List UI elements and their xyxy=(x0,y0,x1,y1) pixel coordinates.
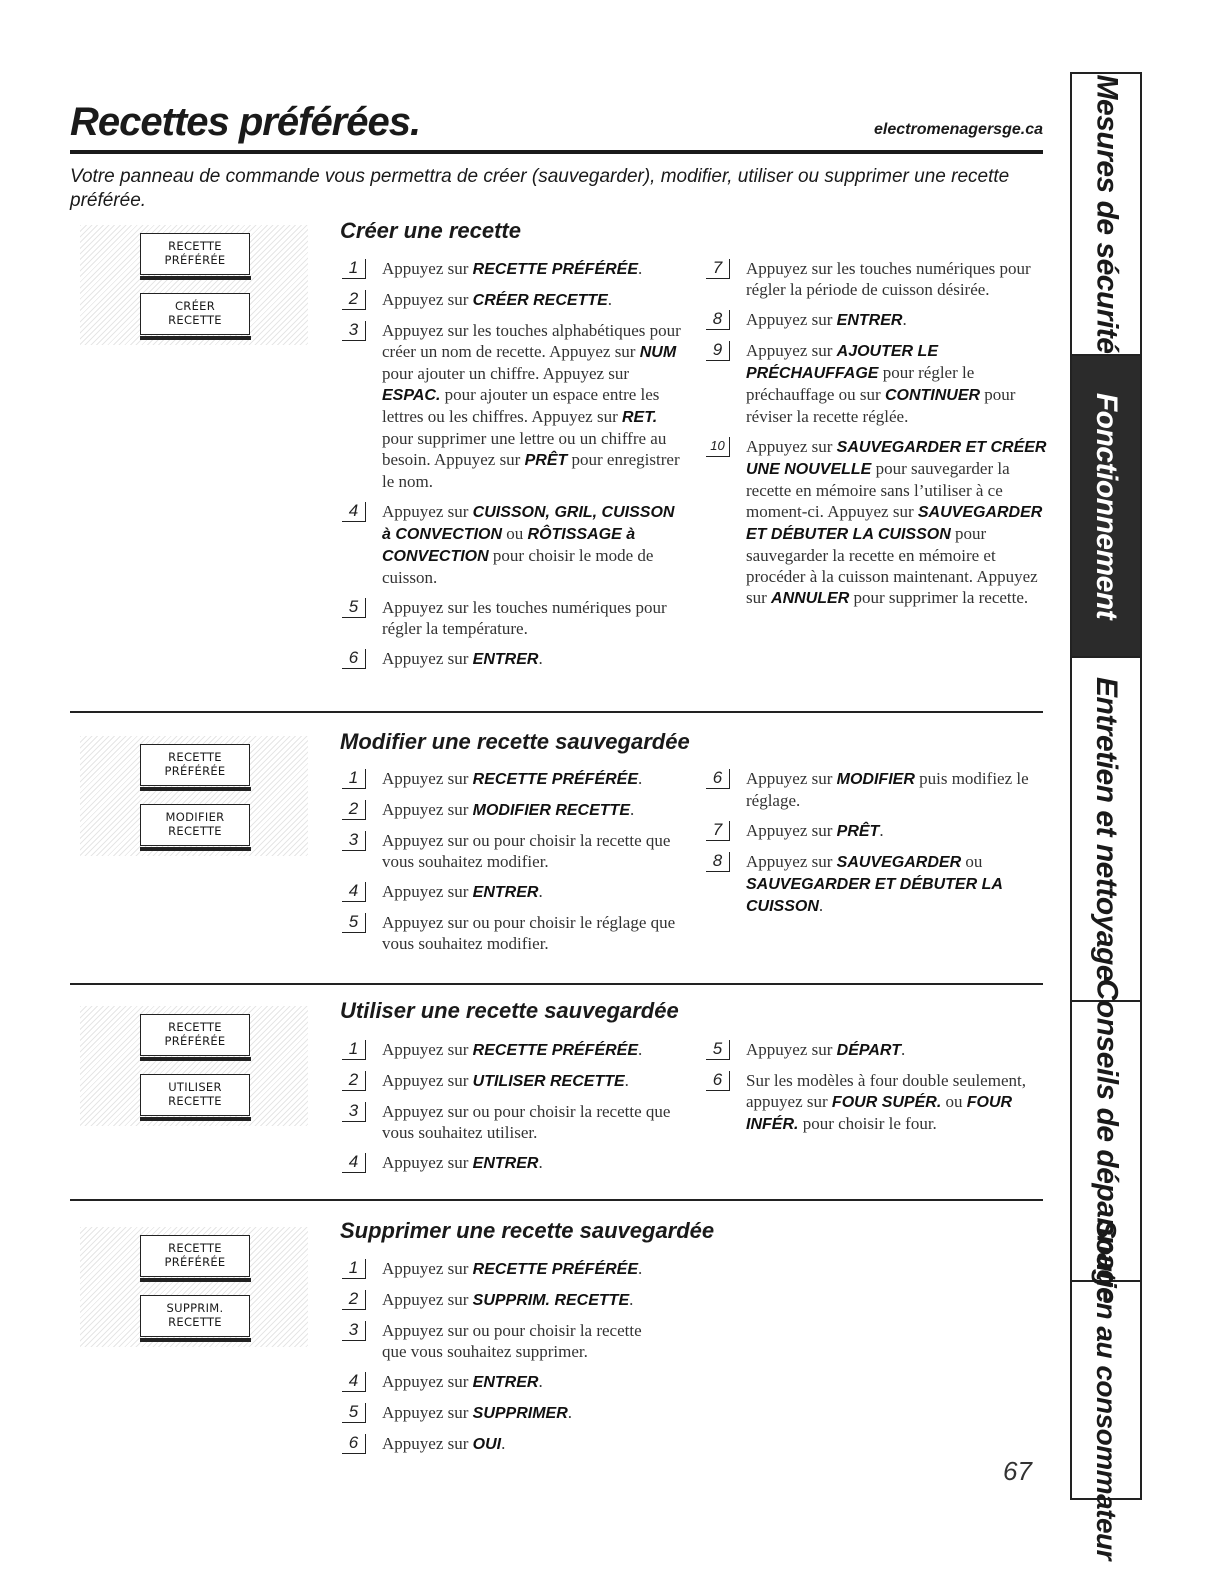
step-text: . xyxy=(879,821,884,840)
control-keyword: SUPPRIMER xyxy=(472,1405,568,1422)
control-keyword: ENTRER xyxy=(472,1155,539,1172)
step-item xyxy=(342,881,682,903)
steps-creer-col1 xyxy=(342,258,682,679)
key-recette-preferee: RECETTE PRÉFÉRÉE xyxy=(140,744,250,786)
step-text: . xyxy=(638,259,643,278)
steps-modifier-col2 xyxy=(706,768,1051,926)
section-heading-creer: Créer une recette xyxy=(340,218,521,243)
step-number: 1 xyxy=(342,1040,366,1060)
step-text: Appuyez sur xyxy=(382,1290,473,1309)
step-text: Appuyez sur xyxy=(382,1403,473,1422)
step-item xyxy=(342,1070,682,1092)
control-keyword: CUISSON, GRIL, CUISSON à CONVECTION xyxy=(382,504,675,543)
step-number: 10 xyxy=(706,437,730,457)
step-item xyxy=(342,1258,662,1280)
step-number: 5 xyxy=(706,1040,730,1060)
step-item xyxy=(706,1039,1051,1061)
step-text: Appuyez sur xyxy=(382,1040,473,1059)
section-divider xyxy=(70,711,1043,713)
step-number: 2 xyxy=(342,290,366,310)
section-heading-supprimer: Supprimer une recette sauvegardée xyxy=(340,1218,715,1243)
step-text: Appuyez sur xyxy=(746,852,837,871)
key-utiliser-recette: UTILISER RECETTE xyxy=(140,1074,250,1116)
step-number: 1 xyxy=(342,769,366,789)
control-keyword: RET. xyxy=(621,409,658,426)
step-text: . xyxy=(638,1259,643,1278)
step-number: 6 xyxy=(342,649,366,669)
control-keyword: ENTRER xyxy=(472,651,539,668)
control-keyword: RÔTISSAGE à CONVECTION xyxy=(382,526,636,565)
step-text: . xyxy=(902,310,907,329)
tab-fonctionnement[interactable]: Fonctionnement xyxy=(1072,356,1140,658)
step-item xyxy=(342,799,682,821)
step-text: Appuyez sur xyxy=(382,649,473,668)
step-text: pour supprimer la recette. xyxy=(849,588,1029,607)
step-text: Appuyez sur xyxy=(746,769,837,788)
website-url: electromenagersge.ca xyxy=(874,121,1043,138)
step-text: . xyxy=(900,1040,906,1059)
keypad-utiliser-illustration xyxy=(80,1006,308,1126)
step-text: . xyxy=(501,1434,506,1453)
step-item xyxy=(342,768,682,790)
step-text: Appuyez sur xyxy=(382,1259,473,1278)
step-number: 5 xyxy=(342,1403,366,1423)
step-text: Appuyez sur xyxy=(382,502,473,521)
tab-conseils-de-depannage[interactable]: Conseils de dépannage xyxy=(1072,1002,1140,1282)
key-recette-preferee: RECETTE PRÉFÉRÉE xyxy=(140,1235,250,1277)
step-text: pour ajouter un chiffre. Appuyez sur xyxy=(382,364,630,383)
step-text: pour enregistrer le nom. xyxy=(382,450,680,491)
section-heading-utiliser: Utiliser une recette sauvegardée xyxy=(340,998,679,1023)
key-creer-recette: CRÉER RECETTE xyxy=(140,293,250,335)
step-number: 8 xyxy=(706,852,730,872)
step-item xyxy=(706,1070,1051,1135)
step-item xyxy=(342,648,682,670)
step-text: . xyxy=(629,1290,634,1309)
section-divider xyxy=(70,983,1043,985)
control-keyword: ESPAC. xyxy=(382,387,441,404)
step-item xyxy=(706,309,1051,331)
control-keyword: PRÊT xyxy=(836,823,880,840)
step-item xyxy=(342,289,682,311)
step-text: Appuyez sur xyxy=(382,1372,473,1391)
step-item xyxy=(342,597,682,639)
step-text: Appuyez sur les touches numériques pour régler la période de cuisson désirée. xyxy=(746,259,1031,299)
step-item xyxy=(342,501,682,588)
step-text: Appuyez sur xyxy=(382,882,473,901)
step-text: pour sauvegarder la recette en mémoire sans l’utiliser à ce moment-ci. Appuyez sur xyxy=(746,459,1010,521)
control-keyword: ENTRER xyxy=(472,884,539,901)
step-item xyxy=(342,1433,662,1455)
step-text: Appuyez sur xyxy=(382,290,473,309)
control-keyword: OUI xyxy=(472,1436,502,1453)
step-text: pour choisir le four. xyxy=(798,1114,937,1133)
step-text: Appuyez sur xyxy=(382,1071,473,1090)
control-keyword: SAUVEGARDER ET DÉBUTER LA CUISSON xyxy=(746,876,1003,915)
step-item xyxy=(342,912,682,954)
step-text: Appuyez sur ou pour choisir la recette que vous souhaitez utiliser. xyxy=(382,1102,671,1142)
step-text: ou xyxy=(502,524,528,543)
step-text: Appuyez sur les touches numériques pour régler la température. xyxy=(382,598,667,638)
control-keyword: ENTRER xyxy=(472,1374,539,1391)
control-keyword: RECETTE PRÉFÉRÉE xyxy=(472,1261,639,1278)
step-item xyxy=(706,436,1051,609)
step-number: 5 xyxy=(342,913,366,933)
control-keyword: MODIFIER RECETTE xyxy=(472,802,630,819)
step-number: 2 xyxy=(342,1290,366,1310)
step-text: . xyxy=(538,882,543,901)
key-recette-preferee: RECETTE PRÉFÉRÉE xyxy=(140,1014,250,1056)
step-text: pour réviser la recette réglée. xyxy=(746,385,1016,426)
step-text: . xyxy=(607,290,613,309)
step-text: Appuyez sur xyxy=(382,800,473,819)
control-keyword: CONTINUER xyxy=(884,387,981,404)
section-heading-modifier: Modifier une recette sauvegardée xyxy=(340,729,690,754)
step-number: 3 xyxy=(342,1102,366,1122)
key-modifier-recette: MODIFIER RECETTE xyxy=(140,804,250,846)
step-item xyxy=(706,340,1051,427)
step-text: Appuyez sur xyxy=(746,341,837,360)
step-text: Appuyez sur ou pour choisir le réglage que vous souhaitez modifier. xyxy=(382,913,676,953)
step-number: 2 xyxy=(342,800,366,820)
step-number: 2 xyxy=(342,1071,366,1091)
step-number: 6 xyxy=(706,1071,730,1091)
control-keyword: SAUVEGARDER ET CRÉER UNE NOUVELLE xyxy=(746,439,1047,478)
step-number: 4 xyxy=(342,882,366,902)
tab-soutien-au-consommateur[interactable]: Soutien au consommateur xyxy=(1091,1219,1122,1561)
steps-utiliser-col2 xyxy=(706,1039,1051,1144)
step-number: 6 xyxy=(342,1434,366,1454)
step-number: 3 xyxy=(342,831,366,851)
control-keyword: MODIFIER xyxy=(836,771,915,788)
step-text: pour supprimer une lettre ou un chiffre au besoin. Appuyez sur xyxy=(382,429,667,469)
control-keyword: SAUVEGARDER xyxy=(836,854,962,871)
step-text: Appuyez sur xyxy=(382,1434,473,1453)
steps-creer-col2 xyxy=(706,258,1051,618)
step-item xyxy=(342,830,682,872)
step-item xyxy=(706,258,1051,300)
control-keyword: DÉPART xyxy=(836,1042,901,1059)
step-number: 3 xyxy=(342,1321,366,1341)
step-number: 1 xyxy=(342,259,366,279)
step-text: puis modifiez le réglage. xyxy=(746,769,1029,810)
step-number: 5 xyxy=(342,598,366,618)
step-text: Appuyez sur les touches alphabétiques pour créer un nom de recette. Appuyez sur xyxy=(382,321,681,361)
step-text: Appuyez sur ou pour choisir la recette que vous souhaitez modifier. xyxy=(382,831,671,871)
control-keyword: ANNULER xyxy=(771,590,850,607)
steps-supprimer xyxy=(342,1258,662,1464)
control-keyword: RECETTE PRÉFÉRÉE xyxy=(472,1042,639,1059)
control-keyword: PRÊT xyxy=(524,452,568,469)
step-text: . xyxy=(638,1040,643,1059)
step-item xyxy=(342,1320,662,1362)
step-item xyxy=(342,1039,682,1061)
control-keyword: FOUR INFÉR. xyxy=(746,1094,1013,1133)
step-text: pour sauvegarder la recette en mémoire et procéder à la cuisson maintenant. Appuyez sur xyxy=(746,524,1038,607)
step-item xyxy=(342,1289,662,1311)
step-number: 7 xyxy=(706,259,730,279)
step-text: . xyxy=(538,1372,543,1391)
step-text: . xyxy=(538,649,543,668)
step-text: . xyxy=(538,1153,543,1172)
step-text: . xyxy=(567,1403,573,1422)
step-text: Appuyez sur xyxy=(382,259,473,278)
control-keyword: SAUVEGARDER ET DÉBUTER LA CUISSON xyxy=(746,504,1043,543)
step-text: pour régler le préchauffage ou sur xyxy=(746,363,975,404)
title-rule xyxy=(70,150,1043,154)
step-text: Appuyez sur xyxy=(382,769,473,788)
step-number: 4 xyxy=(342,1153,366,1173)
step-number: 9 xyxy=(706,341,730,361)
step-item xyxy=(342,258,682,280)
step-number: 7 xyxy=(706,821,730,841)
tab-mesures-de-securite[interactable]: Mesures de sécurité xyxy=(1072,74,1140,356)
step-number: 8 xyxy=(706,310,730,330)
control-keyword: NUM xyxy=(639,344,677,361)
control-keyword: ENTRER xyxy=(836,312,903,329)
step-item xyxy=(706,768,1051,811)
step-text: . xyxy=(624,1071,629,1090)
tab-entretien-et-nettoyage[interactable]: Entretien et nettoyage xyxy=(1072,658,1140,1002)
step-number: 6 xyxy=(706,769,730,789)
step-number: 1 xyxy=(342,1259,366,1279)
step-text: pour ajouter un espace entre les lettres ou les chiffres. Appuyez sur xyxy=(382,385,660,426)
chapter-sidebar xyxy=(1070,72,1142,1561)
step-item xyxy=(342,320,682,492)
step-text: ou xyxy=(941,1092,967,1111)
step-text: Appuyez sur ou pour choisir la recette que vous souhaitez supprimer. xyxy=(382,1321,642,1361)
key-recette-preferee: RECETTE PRÉFÉRÉE xyxy=(140,233,250,275)
keypad-creer-illustration xyxy=(80,225,308,345)
step-text: Appuyez sur xyxy=(382,1153,473,1172)
step-text: . xyxy=(630,800,635,819)
page-title: Recettes préférées. xyxy=(70,100,421,144)
step-text: ou xyxy=(961,852,983,871)
step-text: Appuyez sur xyxy=(746,310,837,329)
page-number: 67 xyxy=(1003,1456,1032,1486)
step-item xyxy=(706,851,1051,917)
step-text: Appuyez sur xyxy=(746,1040,837,1059)
step-item xyxy=(342,1101,682,1143)
step-number: 4 xyxy=(342,502,366,522)
control-keyword: UTILISER RECETTE xyxy=(472,1073,625,1090)
control-keyword: RECETTE PRÉFÉRÉE xyxy=(472,261,639,278)
step-text: . xyxy=(818,896,824,915)
step-item xyxy=(342,1371,662,1393)
control-keyword: CRÉER RECETTE xyxy=(472,292,608,309)
step-text: Sur les modèles à four double seulement, appuyez sur xyxy=(746,1071,1026,1111)
steps-utiliser-col1 xyxy=(342,1039,682,1183)
steps-modifier-col1 xyxy=(342,768,682,963)
step-number: 4 xyxy=(342,1372,366,1392)
keypad-supprimer-illustration xyxy=(80,1227,308,1347)
step-text: Appuyez sur xyxy=(746,821,837,840)
step-text: Appuyez sur xyxy=(746,437,837,456)
step-text: pour choisir le mode de cuisson. xyxy=(382,546,654,587)
control-keyword: SUPPRIM. RECETTE xyxy=(472,1292,630,1309)
step-item xyxy=(342,1402,662,1424)
keypad-modifier-illustration xyxy=(80,736,308,856)
section-divider xyxy=(70,1199,1043,1201)
intro-text: Votre panneau de commande vous permettra de créer (sauvegarder), modifier, utiliser ou supprimer une recette préférée. xyxy=(70,166,1010,211)
step-item xyxy=(342,1152,682,1174)
step-text: . xyxy=(638,769,643,788)
control-keyword: FOUR SUPÉR. xyxy=(831,1094,942,1111)
control-keyword: RECETTE PRÉFÉRÉE xyxy=(472,771,639,788)
step-item xyxy=(706,820,1051,842)
key-supprim-recette: SUPPRIM. RECETTE xyxy=(140,1295,250,1337)
control-keyword: AJOUTER LE PRÉCHAUFFAGE xyxy=(746,343,938,382)
step-number: 3 xyxy=(342,321,366,341)
